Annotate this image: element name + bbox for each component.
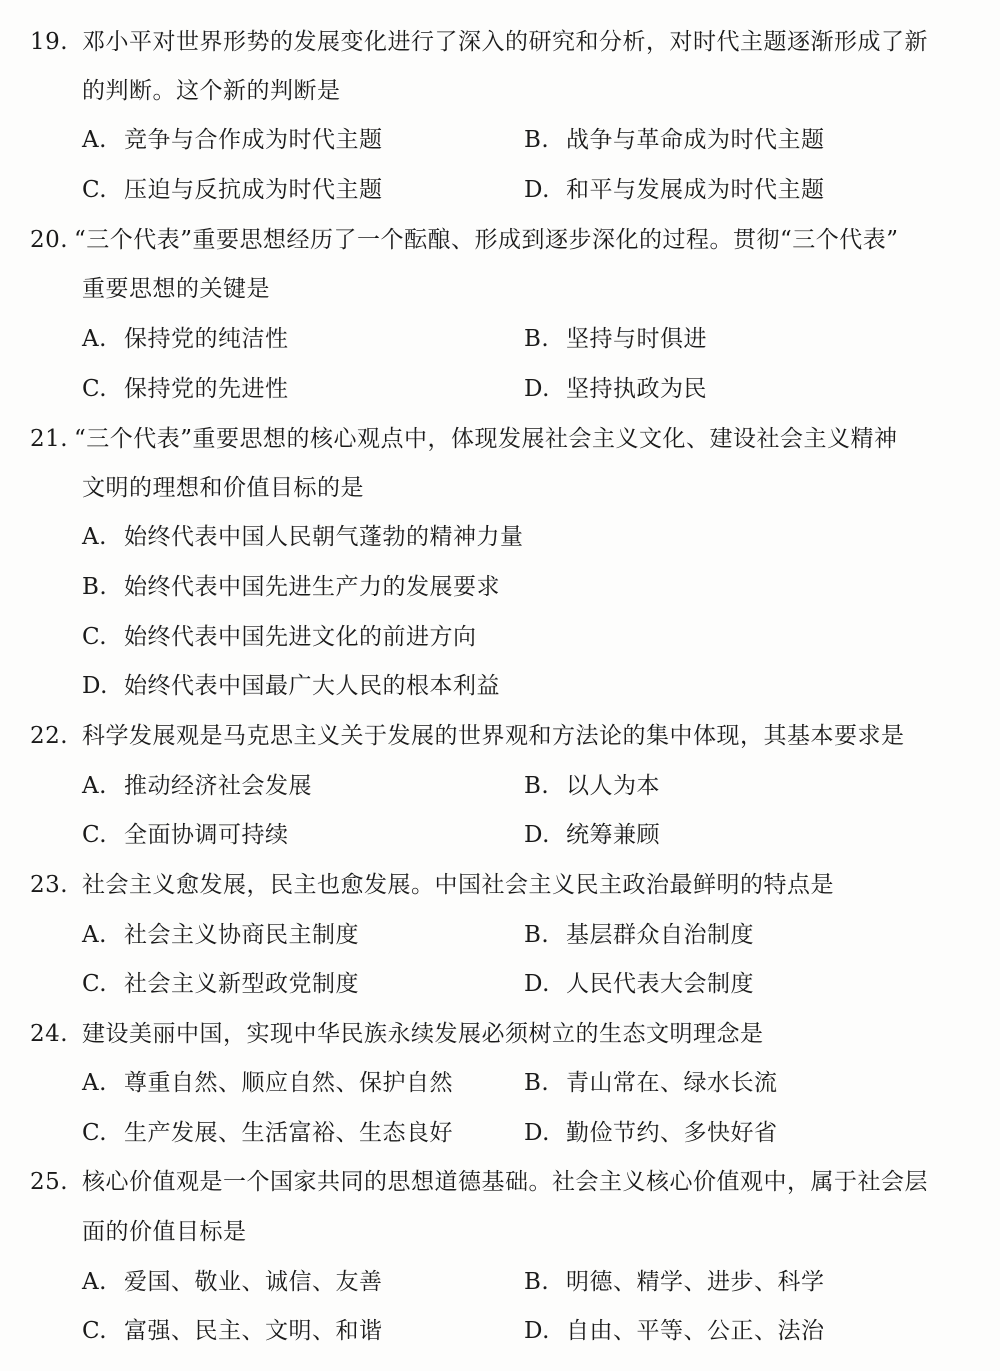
question-22-option-c: C. 全面协调可持续 — [82, 822, 289, 848]
question-22-option-b: B. 以人为本 — [524, 773, 660, 799]
question-24-option-b: B. 青山常在、绿水长流 — [524, 1070, 778, 1096]
question-25-option-b: B. 明德、精学、进步、科学 — [524, 1269, 825, 1295]
question-24-stem-line-1: 24. 建设美丽中国，实现中华民族永续发展必须树立的生态文明理念是 — [30, 1021, 764, 1047]
question-21-stem-line-2: 文明的理想和价值目标的是 — [82, 475, 364, 501]
question-20-option-a: A. 保持党的纯洁性 — [82, 326, 289, 352]
question-number: 20. — [30, 227, 69, 253]
question-19-stem-line-1: 19. 邓小平对世界形势的发展变化进行了深入的研究和分析，对时代主题逐渐形成了新 — [30, 29, 928, 55]
question-21-option-c: C. 始终代表中国先进文化的前进方向 — [82, 624, 477, 650]
question-number: 24. — [30, 1021, 69, 1047]
question-21-option-d: D. 始终代表中国最广大人民的根本利益 — [82, 673, 500, 699]
question-24-option-c: C. 生产发展、生活富裕、生态良好 — [82, 1120, 453, 1146]
question-number: 23. — [30, 872, 69, 898]
question-number: 25. — [30, 1169, 69, 1195]
question-number: 19. — [30, 29, 69, 55]
question-21-stem-line-1: 21. “三个代表”重要思想的核心观点中，体现发展社会主义文化、建设社会主义精神 — [30, 426, 898, 452]
question-19-option-c: C. 压迫与反抗成为时代主题 — [82, 177, 383, 203]
question-24-option-d: D. 勤俭节约、多快好省 — [524, 1120, 778, 1146]
question-25-stem-line-1: 25. 核心价值观是一个国家共同的思想道德基础。社会主义核心价值观中，属于社会层 — [30, 1169, 928, 1195]
question-19-option-d: D. 和平与发展成为时代主题 — [524, 177, 825, 203]
question-number: 22. — [30, 723, 69, 749]
question-25-option-c: C. 富强、民主、文明、和谐 — [82, 1318, 383, 1344]
question-number: 21. — [30, 426, 69, 452]
question-25-stem-line-2: 面的价值目标是 — [82, 1219, 247, 1245]
question-20-option-c: C. 保持党的先进性 — [82, 376, 289, 402]
question-19-option-b: B. 战争与革命成为时代主题 — [524, 127, 825, 153]
question-22-stem-line-1: 22. 科学发展观是马克思主义关于发展的世界观和方法论的集中体现，其基本要求是 — [30, 723, 905, 749]
question-23-stem-line-1: 23. 社会主义愈发展，民主也愈发展。中国社会主义民主政治最鲜明的特点是 — [30, 872, 834, 898]
question-20-stem-line-1: 20. “三个代表”重要思想经历了一个酝酿、形成到逐步深化的过程。贯彻“三个代表” — [30, 227, 899, 253]
question-20-option-b: B. 坚持与时俱进 — [524, 326, 707, 352]
question-19-stem-line-2: 的判断。这个新的判断是 — [82, 78, 341, 104]
question-20-option-d: D. 坚持执政为民 — [524, 376, 707, 402]
question-22-option-a: A. 推动经济社会发展 — [82, 773, 312, 799]
question-23-option-c: C. 社会主义新型政党制度 — [82, 971, 359, 997]
question-24-option-a: A. 尊重自然、顺应自然、保护自然 — [82, 1070, 453, 1096]
question-21-option-b: B. 始终代表中国先进生产力的发展要求 — [82, 574, 500, 600]
question-19-option-a: A. 竞争与合作成为时代主题 — [82, 127, 383, 153]
question-21-option-a: A. 始终代表中国人民朝气蓬勃的精神力量 — [82, 524, 524, 550]
question-23-option-a: A. 社会主义协商民主制度 — [82, 922, 359, 948]
question-22-option-d: D. 统筹兼顾 — [524, 822, 660, 848]
question-20-stem-line-2: 重要思想的关键是 — [82, 276, 270, 302]
question-25-option-d: D. 自由、平等、公正、法治 — [524, 1318, 825, 1344]
question-23-option-d: D. 人民代表大会制度 — [524, 971, 754, 997]
question-25-option-a: A. 爱国、敬业、诚信、友善 — [82, 1269, 383, 1295]
question-23-option-b: B. 基层群众自治制度 — [524, 922, 754, 948]
